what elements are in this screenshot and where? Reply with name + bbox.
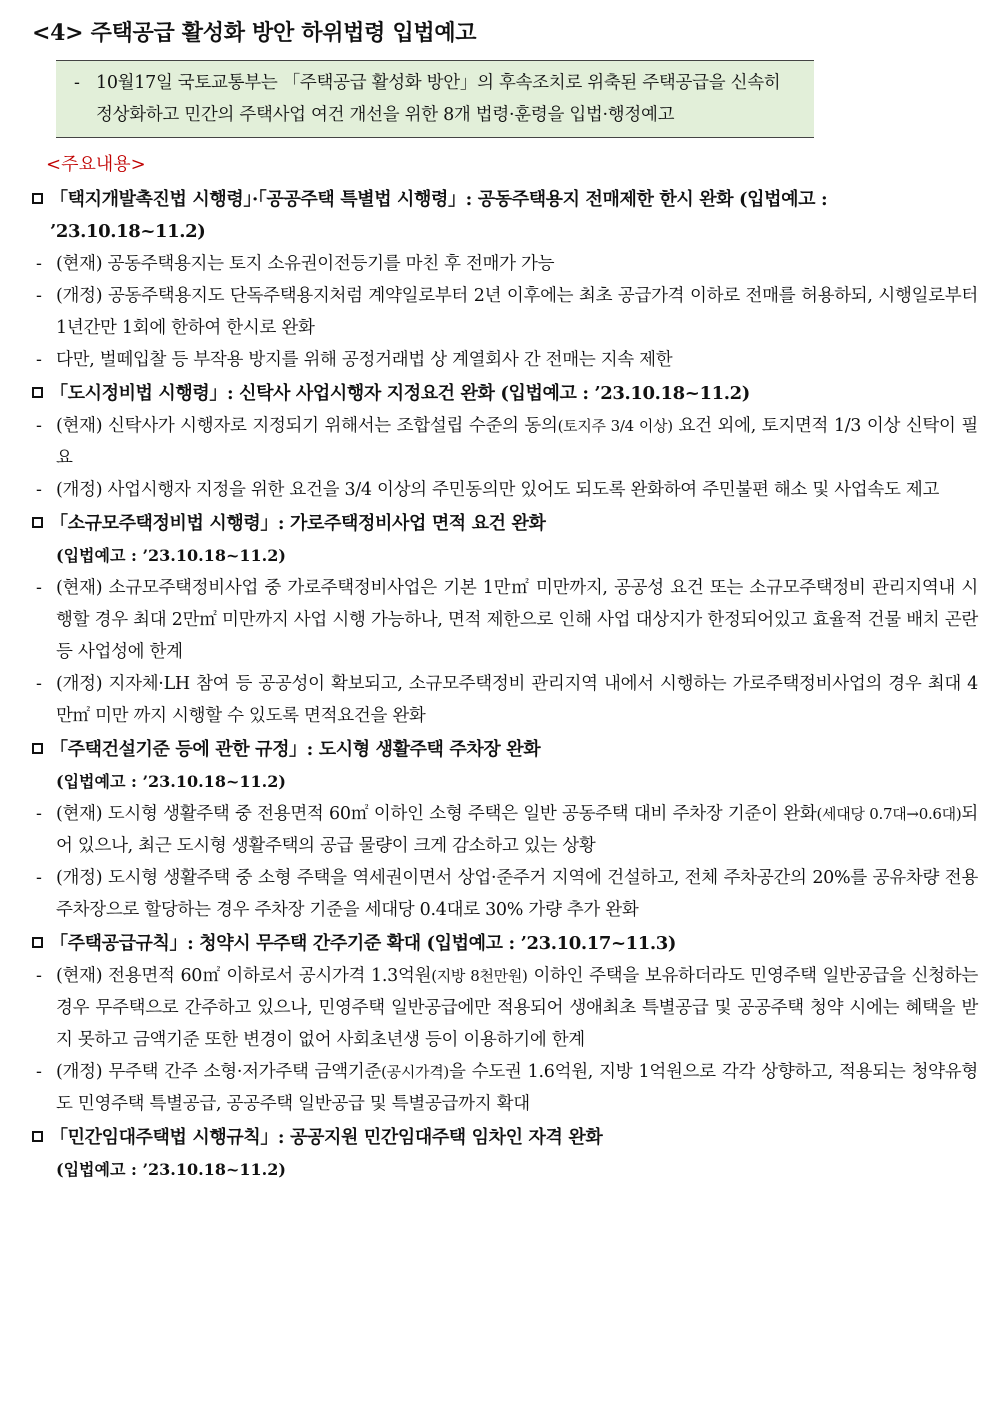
section-heading: [32, 928, 978, 960]
dash-marker: -: [36, 868, 42, 888]
item-text: 다만, 벌떼입찰 등 부작용 방지를 위해 공정거래법 상 계열회사 간 전매는 지속 제한: [56, 350, 673, 370]
item-text-small: (세대당 0.7대→0.6대): [816, 805, 962, 823]
item-text: [56, 960, 978, 1056]
checkbox-bullet-icon: [32, 378, 50, 410]
item-text-part: (현재) 도시형 생활주택 중 전용면적 60㎡ 이하인 소형 주택은 일반 공동주택 대비 주차장 기준이 완화: [56, 804, 817, 824]
section-heading: [32, 184, 978, 248]
checkbox-bullet-icon: [32, 734, 50, 766]
summary-text: 10월17일 국토교통부는 「주택공급 활성화 방안」의 후속조치로 위축된 주택공급을 신속히 정상화하고 민간의 주택사업 여건 개선을 위한 8개 법령·훈령을 입법·행정예고: [96, 73, 781, 125]
list-item: [36, 960, 978, 1056]
item-text: (현재) 공동주택용지는 토지 소유권이전등기를 마친 후 전매가 가능: [56, 254, 555, 274]
checkbox-bullet-icon: [32, 928, 50, 960]
list-item: [36, 280, 978, 344]
list-item: [36, 474, 978, 506]
checkbox-bullet-icon: [32, 1122, 50, 1154]
item-text-small: (공시가격): [381, 1063, 449, 1081]
section-heading: [32, 378, 978, 410]
main-contents-label: <주요내용>: [46, 154, 146, 175]
checkbox-bullet-icon: [32, 508, 50, 540]
summary-box: [56, 60, 814, 138]
item-text-small: (토지주 3/4 이상): [557, 417, 673, 435]
dash-marker: -: [36, 254, 42, 274]
dash-marker: -: [74, 73, 80, 93]
item-text-part: 요건 외에, 토지면적 1/3 이상 신탁이 필요: [56, 416, 978, 468]
section-heading-text: 「택지개발촉진법 시행령」·「공공주택 특별법 시행령」: 공동주택용지 전매제한 한시 완화 (입법예고 : ’23.10.18~11.2): [50, 189, 828, 242]
section-small-housing: [32, 508, 978, 732]
section-heading: [32, 1122, 978, 1154]
item-text-small: (지방 8천만원): [431, 967, 528, 985]
item-text-part: (현재) 전용면적 60㎡ 이하로서 공시가격 1.3억원: [56, 966, 432, 986]
item-text: (개정) 공동주택용지도 단독주택용지처럼 계약일로부터 2년 이후에는 최초 공급가격 이하로 전매를 허용하되, 시행일로부터 1년간만 1회에 한하여 한시로 완화: [56, 286, 978, 338]
section-parking: [32, 734, 978, 926]
summary-row: [74, 67, 800, 131]
item-text-part: (개정) 무주택 간주 소형·저가주택 금액기준: [56, 1062, 382, 1082]
section-heading: [32, 734, 978, 766]
dash-marker: -: [36, 578, 42, 598]
dash-marker: -: [36, 1062, 42, 1082]
section-heading-text: 「도시정비법 시행령」: 신탁사 사업시행자 지정요건 완화 (입법예고 : ’23.10.18~11.2): [50, 383, 750, 404]
item-text-part: (현재) 신탁사가 시행자로 지정되기 위해서는 조합설립 수준의 동의: [56, 416, 558, 436]
dash-marker: -: [36, 286, 42, 306]
section-land-resale: [32, 184, 978, 376]
item-text: (현재) 소규모주택정비사업 중 가로주택정비사업은 기본 1만㎡ 미만까지, 공공성 요건 또는 소규모주택정비 관리지역내 시행할 경우 최대 2만㎡ 미만까지 사업 시행 가능하나, 면적 제한으로 인해 사업 대상지가 한정되어있고 효율적 건물 배치 곤란 등 사업성에 한계: [56, 578, 978, 662]
checkbox-bullet-icon: [32, 184, 50, 248]
section-urban-redevelopment: [32, 378, 978, 506]
section-date: (입법예고 : ’23.10.18~11.2): [56, 1160, 286, 1179]
dash-marker: -: [36, 674, 42, 694]
item-text: (개정) 사업시행자 지정을 위한 요건을 3/4 이상의 주민동의만 있어도 되도록 완화하여 주민불편 해소 및 사업속도 제고: [56, 480, 940, 500]
item-text: (개정) 도시형 생활주택 중 소형 주택을 역세권이면서 상업·준주거 지역에 건설하고, 전체 주차공간의 20%를 공유차량 전용 주차장으로 할당하는 경우 주차장 기준을 세대당 0.4대로 30% 가량 추가 완화: [56, 868, 978, 920]
item-text-part: 이하인 주택을 보유하더라도 민영주택 일반공급을 신청하는 경우 무주택으로 간주하고 있으나, 민영주택 일반공급에만 적용되어 생애최초 특별공급 및 공공주택 청약 시에는 혜택을 받지 못하고 금액기준 또한 변경이 없어 사회초년생 등이 이용하기에 한계: [56, 966, 978, 1050]
item-text-part: 되어 있으나, 최근 도시형 생활주택의 공급 물량이 크게 감소하고 있는 상황: [56, 804, 979, 856]
list-item: [36, 862, 978, 926]
dash-marker: -: [36, 350, 42, 370]
list-item: [36, 248, 978, 280]
section-date: (입법예고 : ’23.10.18~11.2): [56, 546, 286, 565]
list-item: [36, 572, 978, 668]
item-text: [56, 410, 978, 474]
item-text-part: 을 수도권 1.6억원, 지방 1억원으로 각각 상향하고, 적용되는 청약유형도 민영주택 특별공급, 공공주택 일반공급 및 특별공급까지 확대: [56, 1062, 979, 1114]
dash-marker: -: [36, 966, 42, 986]
section-heading-text: 「주택건설기준 등에 관한 규정」: 도시형 생활주택 주차장 완화: [50, 739, 541, 760]
list-item: [36, 344, 978, 376]
list-item: [36, 1056, 978, 1120]
section-heading: [32, 508, 978, 540]
document-title: <4> 주택공급 활성화 방안 하위법령 입법예고: [32, 20, 477, 46]
section-heading-text: 「주택공급규칙」: 청약시 무주택 간주기준 확대 (입법예고 : ’23.10.17~11.3): [50, 933, 676, 954]
section-heading-text: 「소규모주택정비법 시행령」: 가로주택정비사업 면적 요건 완화: [50, 513, 546, 534]
item-text: (개정) 지자체·LH 참여 등 공공성이 확보되고, 소규모주택정비 관리지역 내에서 시행하는 가로주택정비사업의 경우 최대 4만㎡ 미만 까지 시행할 수 있도록 면적요건을 완화: [56, 674, 978, 726]
section-housing-supply-rules: [32, 928, 978, 1120]
list-item: [36, 798, 978, 862]
section-date: (입법예고 : ’23.10.18~11.2): [56, 772, 286, 791]
section-private-rental: [32, 1122, 978, 1186]
dash-marker: -: [36, 480, 42, 500]
dash-marker: -: [36, 804, 42, 824]
item-text: [56, 798, 978, 862]
section-heading-text: 「민간임대주택법 시행규칙」: 공공지원 민간임대주택 임차인 자격 완화: [50, 1127, 603, 1148]
list-item: [36, 668, 978, 732]
item-text: [56, 1056, 978, 1120]
list-item: [36, 410, 978, 474]
dash-marker: -: [36, 416, 42, 436]
